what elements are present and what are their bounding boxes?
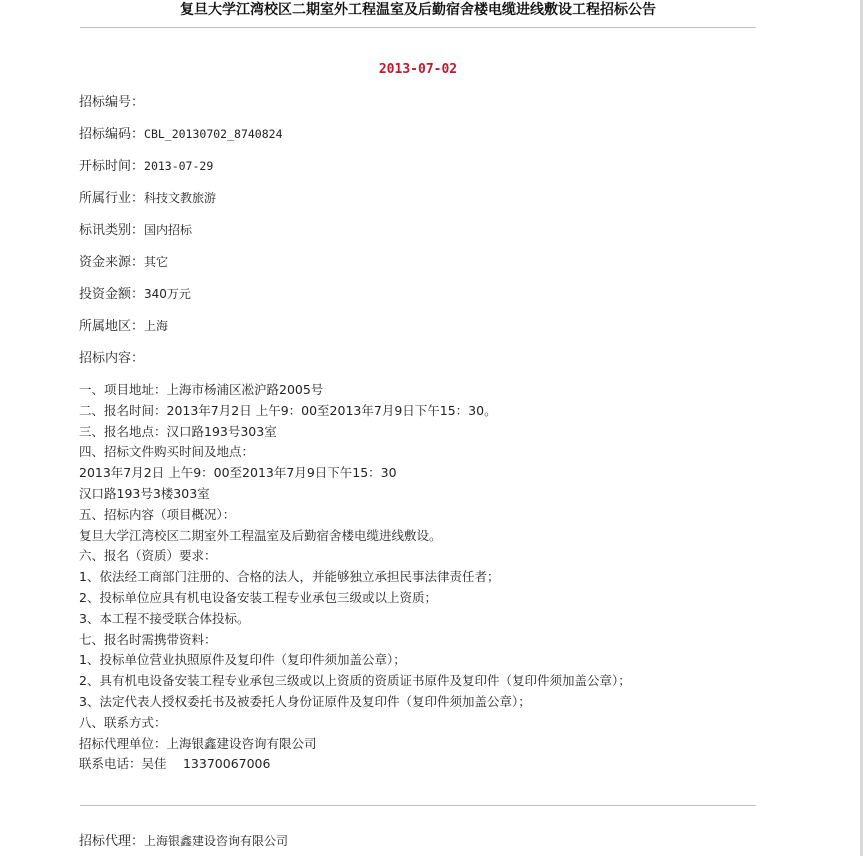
field-investment-amount xyxy=(79,284,191,305)
content-line: 汉口路193号3楼303室 xyxy=(79,485,210,501)
content-line: 2、投标单位应具有机电设备安装工程专业承包三级或以上资质； xyxy=(79,589,437,605)
field-value: CBL_20130702_8740824 xyxy=(144,127,283,141)
page-title: 复旦大学江湾校区二期室外工程温室及后勤宿舍楼电缆进线敷设工程招标公告 xyxy=(180,2,656,18)
field-notice-category xyxy=(79,220,192,241)
field-label: 开标时间： xyxy=(79,159,145,174)
content-line: 复旦大学江湾校区二期室外工程温室及后勤宿舍楼电缆进线敷设。 xyxy=(79,527,442,543)
footer-label: 招标代理： xyxy=(79,834,145,849)
tender-content-body xyxy=(79,380,769,775)
field-value: 其它 xyxy=(144,255,169,269)
field-value: 340万元 xyxy=(144,287,191,301)
field-opening-time xyxy=(79,156,213,177)
field-fund-source xyxy=(79,252,168,273)
publish-date: 2013-07-02 xyxy=(378,62,458,77)
field-label: 资金来源： xyxy=(79,255,145,270)
content-line: 2013年7月2日 上午9：00至2013年7月9日下午15：30 xyxy=(79,465,397,481)
content-line: 四、招标文件购买时间及地点： xyxy=(79,444,255,460)
field-value: 2013-07-29 xyxy=(144,159,214,173)
content-line: 联系电话：吴佳 13370067006 xyxy=(79,756,271,772)
field-label: 所属行业： xyxy=(79,191,145,206)
footer-divider xyxy=(80,805,756,806)
field-region xyxy=(79,316,168,337)
content-line: 六、报名（资质）要求： xyxy=(79,548,217,564)
content-line: 三、报名地点：汉口路193号303室 xyxy=(79,423,277,439)
title-divider xyxy=(80,27,756,28)
field-value: 科技文教旅游 xyxy=(144,191,217,205)
content-line: 3、本工程不接受联合体投标。 xyxy=(79,610,250,626)
field-label: 招标编码： xyxy=(79,127,145,142)
content-line: 八、联系方式： xyxy=(79,714,167,730)
field-tender-code xyxy=(79,124,283,145)
field-value: 国内招标 xyxy=(144,223,193,237)
field-tender-content xyxy=(79,348,144,369)
content-line: 1、依法经工商部门注册的、合格的法人，并能够独立承担民事法律责任者； xyxy=(79,569,500,585)
content-line: 七、报名时需携带资料： xyxy=(79,631,217,647)
footer-value: 上海银鑫建设咨询有限公司 xyxy=(144,834,289,848)
field-label: 标讯类别： xyxy=(79,223,145,238)
content-line: 1、投标单位营业执照原件及复印件（复印件须加盖公章）； xyxy=(79,652,406,668)
field-label: 招标编号： xyxy=(79,95,145,110)
field-value: 上海 xyxy=(144,319,169,333)
field-label: 所属地区： xyxy=(79,319,145,334)
content-line: 一、项目地址：上海市杨浦区凇沪路2005号 xyxy=(79,382,324,397)
field-label: 招标内容： xyxy=(79,351,145,366)
field-label: 投资金额： xyxy=(79,287,145,302)
content-line: 五、招标内容（项目概况）： xyxy=(79,506,236,522)
content-line: 2、具有机电设备安装工程专业承包三级或以上资质的资质证书原件及复印件（复印件须加盖公章）； xyxy=(79,673,631,689)
content-line: 招标代理单位：上海银鑫建设咨询有限公司 xyxy=(79,735,317,751)
content-line: 3、法定代表人授权委托书及被委托人身份证原件及复印件（复印件须加盖公章）； xyxy=(79,693,531,709)
content-line: 二、报名时间：2013年7月2日 上午9：00至2013年7月9日下午15：30。 xyxy=(79,402,497,418)
footer-tender-agent xyxy=(79,831,288,852)
field-industry xyxy=(79,188,216,209)
field-tender-number xyxy=(79,92,144,113)
